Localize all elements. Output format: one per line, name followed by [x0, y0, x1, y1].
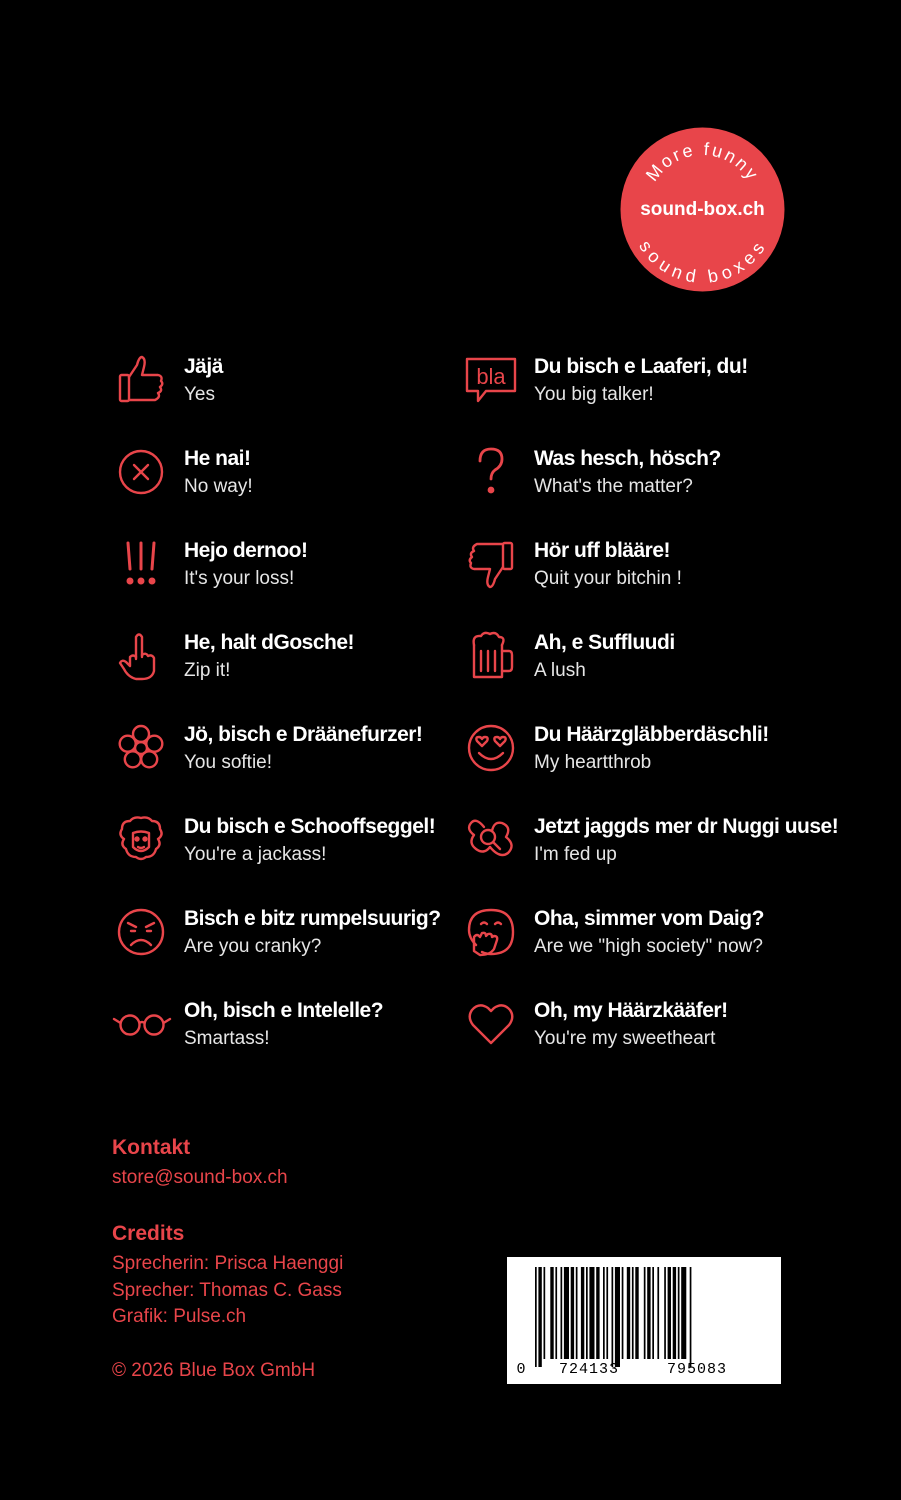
barcode-bar	[538, 1267, 541, 1367]
heart-icon	[458, 996, 524, 1052]
barcode-left-digits: 724133	[558, 1361, 620, 1378]
phrase-swiss: Hör uff blääre!	[534, 539, 671, 562]
barcode-bar	[576, 1267, 578, 1359]
barcode-bar	[596, 1267, 599, 1359]
copyright: © 2026 Blue Box GmbH	[112, 1360, 316, 1381]
barcode-bar	[555, 1267, 557, 1359]
glasses-icon	[108, 996, 174, 1052]
barcode-bar	[564, 1267, 569, 1359]
barcode-bar	[589, 1267, 594, 1359]
barcode-bar	[561, 1267, 563, 1359]
barcode-bar	[622, 1267, 624, 1359]
barcode-bar	[627, 1267, 630, 1359]
barcode-bar	[581, 1267, 584, 1359]
phrase-english: It's your loss!	[184, 568, 295, 589]
credits-line-speaker-male: Sprecher: Thomas C. Gass	[112, 1280, 342, 1301]
barcode-bar	[690, 1267, 692, 1367]
barcode-bar	[681, 1267, 686, 1359]
barcode-bar	[635, 1267, 638, 1359]
phrase-swiss: Hejo dernoo!	[184, 539, 308, 562]
phrase-english: My heartthrob	[534, 752, 652, 773]
barcode-bar	[535, 1267, 537, 1367]
phrase-item-was-hesch[interactable]	[458, 444, 798, 514]
phrase-item-draanefurzer[interactable]	[108, 720, 448, 790]
phrase-english: Are you cranky?	[184, 936, 322, 957]
phrase-item-intelelle[interactable]	[108, 996, 448, 1066]
phrase-english: You're my sweetheart	[534, 1028, 716, 1049]
phrase-item-schooffseggel[interactable]	[108, 812, 448, 882]
barcode-bar	[612, 1267, 614, 1367]
exclamation-marks-icon	[108, 536, 174, 592]
phrase-english: You're a jackass!	[184, 844, 327, 865]
heart-eyes-face-icon	[458, 720, 524, 776]
barcode-bar	[668, 1267, 671, 1359]
phrase-swiss: Oh, bisch e Intelelle?	[184, 999, 384, 1022]
barcode-bar	[657, 1267, 659, 1359]
phrase-swiss: Oh, my Häärzkääfer!	[534, 999, 728, 1022]
phrase-english: You softie!	[184, 752, 273, 773]
barcode-bar	[632, 1267, 634, 1359]
barcode-bar	[603, 1267, 605, 1359]
badge-top-text: More funny	[641, 138, 764, 185]
phrase-english: No way!	[184, 476, 253, 497]
phrase-item-nuggi[interactable]	[458, 812, 839, 882]
barcode-bar	[586, 1267, 588, 1359]
barcode-bar	[678, 1267, 680, 1359]
hand-over-mouth-face-icon	[458, 904, 524, 960]
svg-text:bla: bla	[476, 364, 506, 389]
contact-email-link[interactable]: store@sound-box.ch	[112, 1167, 288, 1188]
phrase-swiss: Du Häärzgläbberdäschli!	[534, 723, 769, 746]
pacifier-icon	[458, 812, 524, 868]
phrase-swiss: Du bisch e Laaferi, du!	[534, 355, 748, 378]
beer-mug-icon	[458, 628, 524, 684]
phrase-item-halt-dgosche[interactable]	[108, 628, 448, 698]
phrase-swiss: He, halt dGosche!	[184, 631, 355, 654]
phrase-swiss: Jö, bisch e Dräänefurzer!	[184, 723, 423, 746]
phrase-english: You big talker!	[534, 384, 654, 405]
phrase-item-haarzglabberdaschli[interactable]	[458, 720, 798, 790]
sheep-icon	[108, 812, 174, 868]
badge-bottom-text: sound boxes	[635, 236, 770, 287]
credits-heading: Credits	[112, 1222, 185, 1245]
phrase-english: Smartass!	[184, 1028, 270, 1049]
barcode-bar	[615, 1267, 620, 1367]
phrase-item-hejo[interactable]	[108, 536, 448, 606]
barcode-bar	[644, 1267, 646, 1359]
barcode-bar	[606, 1267, 608, 1359]
phrase-item-vom-daig[interactable]	[458, 904, 798, 974]
badge-center-text: sound-box.ch	[640, 199, 765, 220]
phrase-swiss: Ah, e Suffluudi	[534, 631, 675, 654]
credits-line-graphics[interactable]: Grafik: Pulse.ch	[112, 1306, 247, 1327]
phrase-item-rumpelsuurig[interactable]	[108, 904, 448, 974]
phrase-swiss: Jäjä	[184, 355, 223, 378]
phrase-english: What's the matter?	[534, 476, 693, 497]
speech-bubble-bla-icon	[458, 352, 524, 408]
phrase-item-hor-uff[interactable]	[458, 536, 798, 606]
phrase-swiss: Du bisch e Schooffseggel!	[184, 815, 436, 838]
phrase-swiss: Was hesch, hösch?	[534, 447, 721, 470]
barcode-bar	[544, 1267, 546, 1359]
barcode-bar	[664, 1267, 666, 1359]
barcode-bar	[647, 1267, 650, 1359]
thumbs-up-icon	[108, 352, 174, 408]
barcode	[507, 1257, 781, 1384]
angry-face-icon	[108, 904, 174, 960]
thumbs-down-icon	[458, 536, 524, 592]
barcode-bar	[673, 1267, 676, 1359]
phrase-item-suffluudi[interactable]	[458, 628, 798, 698]
sound-box-badge[interactable]	[620, 127, 785, 292]
phrase-english: I'm fed up	[534, 844, 617, 865]
middle-finger-icon	[108, 628, 174, 684]
phrase-item-jaja[interactable]	[108, 352, 448, 422]
phrase-swiss: Oha, simmer vom Daig?	[534, 907, 764, 930]
circle-x-icon	[108, 444, 174, 500]
barcode-lead-digit: 0	[516, 1361, 526, 1378]
credits-line-speaker-female: Sprecherin: Prisca Haenggi	[112, 1253, 344, 1274]
flower-icon	[108, 720, 174, 776]
barcode-bar	[571, 1267, 574, 1359]
phrase-english: Zip it!	[184, 660, 231, 681]
phrase-item-laaferi[interactable]	[458, 352, 798, 422]
question-mark-icon	[458, 444, 524, 500]
barcode-right-digits: 795083	[666, 1361, 728, 1378]
contact-heading: Kontakt	[112, 1136, 191, 1159]
phrase-english: A lush	[534, 660, 586, 681]
phrase-swiss: Jetzt jaggds mer dr Nuggi uuse!	[534, 815, 839, 838]
phrase-english: Are we "high society" now?	[534, 936, 763, 957]
phrase-item-he-nai[interactable]	[108, 444, 448, 514]
phrase-english: Yes	[184, 384, 215, 405]
phrase-english: Quit your bitchin !	[534, 568, 682, 589]
barcode-bar	[550, 1267, 553, 1359]
phrase-swiss: Bisch e bitz rumpelsuurig?	[184, 907, 441, 930]
barcode-bar	[652, 1267, 654, 1359]
phrase-item-haarzkaafer[interactable]	[458, 996, 798, 1066]
phrase-swiss: He nai!	[184, 447, 251, 470]
